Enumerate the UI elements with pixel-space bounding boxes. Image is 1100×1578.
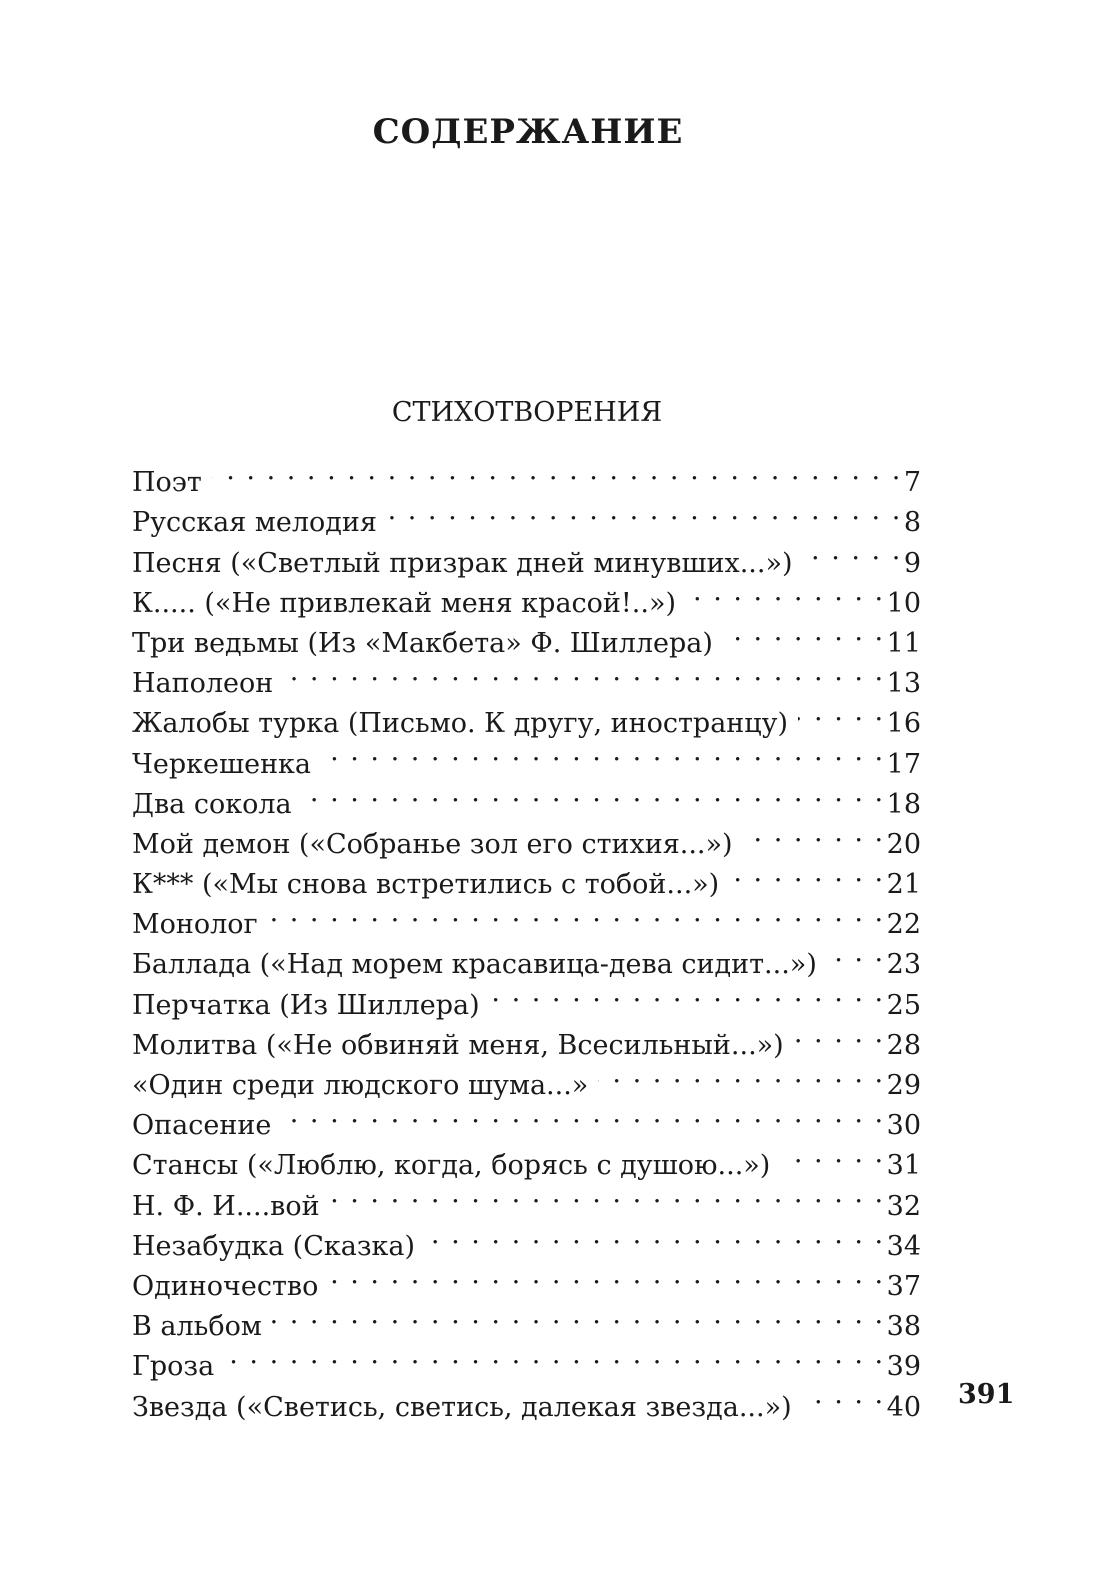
toc-entry-page: 17 (886, 748, 921, 780)
toc-entry-title: Мой демон («Собранье зол его стихия...») (132, 828, 733, 860)
toc-entry-title: Молитва («Не обвиняй меня, Всесильный...») (132, 1029, 784, 1061)
dot-leader (780, 1134, 884, 1174)
toc-entry-title: Гроза (132, 1351, 215, 1383)
toc-entry-page: 20 (886, 828, 921, 860)
dot-leader (224, 1335, 884, 1375)
toc-entry-title: Поэт (132, 467, 202, 499)
dot-leader (798, 692, 885, 732)
toc-entry-page: 25 (886, 989, 921, 1021)
toc-entry-title: Одиночество (132, 1270, 319, 1302)
dot-leader (425, 1215, 885, 1255)
toc-entry-title: Монолог (132, 909, 258, 941)
toc-entry-title: Перчатка (Из Шиллера) (132, 989, 480, 1021)
toc-entry-page: 13 (886, 668, 921, 700)
dot-leader (283, 652, 884, 692)
toc-entry-title: Н. Ф. И....вой (132, 1190, 320, 1222)
page-number: 391 (958, 1379, 1015, 1410)
toc-entry-title: Черкешенка (132, 748, 312, 780)
toc-entry-page: 7 (903, 467, 921, 499)
dot-leader (387, 491, 902, 531)
toc-entry[interactable] (132, 451, 921, 499)
toc-entry-page: 18 (886, 788, 921, 820)
toc-entry-title: К..... («Не привлекай меня красой!..») (132, 587, 676, 619)
toc-entry-title: Звезда («Светись, светись, далекая звезда...») (132, 1391, 792, 1423)
toc-entry-title: К*** («Мы снова встретились с тобой...») (132, 869, 720, 901)
toc-entry[interactable] (132, 491, 921, 539)
toc-entry-page: 31 (886, 1150, 921, 1182)
dot-leader (302, 773, 885, 813)
table-of-contents (132, 451, 921, 1423)
toc-entry-page: 32 (886, 1190, 921, 1222)
dot-leader (723, 612, 885, 652)
dot-leader (802, 1375, 885, 1415)
dot-leader (321, 732, 885, 772)
toc-entry-title: Опасение (132, 1110, 272, 1142)
dot-leader (330, 1174, 885, 1214)
toc-entry-title: «Один среди людского шума...» (132, 1070, 589, 1101)
toc-entry-title: Стансы («Люблю, когда, борясь с душою...») (132, 1150, 771, 1182)
toc-entry-title: В альбом (132, 1311, 262, 1343)
toc-entry-title: Жалобы турка (Письмо. К другу, иностранцу) (132, 708, 789, 740)
toc-entry-page: 21 (886, 869, 921, 901)
toc-entry-page: 40 (886, 1391, 921, 1423)
toc-entry-title: Незабудка (Сказка) (132, 1230, 416, 1262)
toc-entry-page: 29 (886, 1070, 921, 1101)
toc-entry[interactable] (132, 1335, 921, 1383)
dot-leader (686, 572, 885, 612)
dot-leader (490, 973, 885, 1013)
dot-leader (268, 893, 885, 933)
toc-entry-page: 11 (886, 627, 921, 659)
toc-entry-title: Песня («Светлый призрак дней минувших...») (132, 547, 793, 579)
dot-leader (212, 451, 902, 491)
toc-entry-title: Наполеон (132, 668, 274, 700)
toc-entry-title: Три ведьмы (Из «Макбета» Ф. Шиллера) (132, 627, 713, 659)
toc-entry-title: Два сокола (132, 788, 292, 820)
dot-leader (743, 813, 885, 853)
dot-leader (803, 531, 902, 571)
toc-entry-page: 28 (886, 1029, 921, 1061)
dot-leader (328, 1255, 884, 1295)
dot-leader (827, 933, 885, 973)
toc-entry-page: 37 (886, 1270, 921, 1302)
toc-entry-page: 23 (886, 949, 921, 981)
toc-entry-page: 34 (886, 1230, 921, 1262)
dot-leader (598, 1054, 884, 1094)
toc-entry-page: 39 (886, 1351, 921, 1383)
toc-entry-page: 8 (903, 507, 921, 539)
page-title: СОДЕРЖАНИЕ (372, 112, 684, 152)
toc-entry[interactable] (132, 1375, 921, 1423)
dot-leader (281, 1094, 884, 1134)
dot-leader (794, 1014, 885, 1054)
toc-entry-page: 22 (886, 909, 921, 941)
dot-leader (729, 853, 884, 893)
toc-entry-page: 9 (903, 547, 921, 579)
dot-leader (272, 1295, 885, 1335)
toc-entry-page: 16 (886, 708, 921, 740)
toc-entry-title: Баллада («Над морем красавица-дева сидит...») (132, 949, 817, 981)
section-heading: СТИХОТВОРЕНИЯ (391, 397, 663, 428)
toc-entry-page: 30 (886, 1110, 921, 1142)
toc-entry-page: 10 (886, 587, 921, 619)
toc-entry-title: Русская мелодия (132, 507, 377, 539)
toc-entry-page: 38 (886, 1311, 921, 1343)
